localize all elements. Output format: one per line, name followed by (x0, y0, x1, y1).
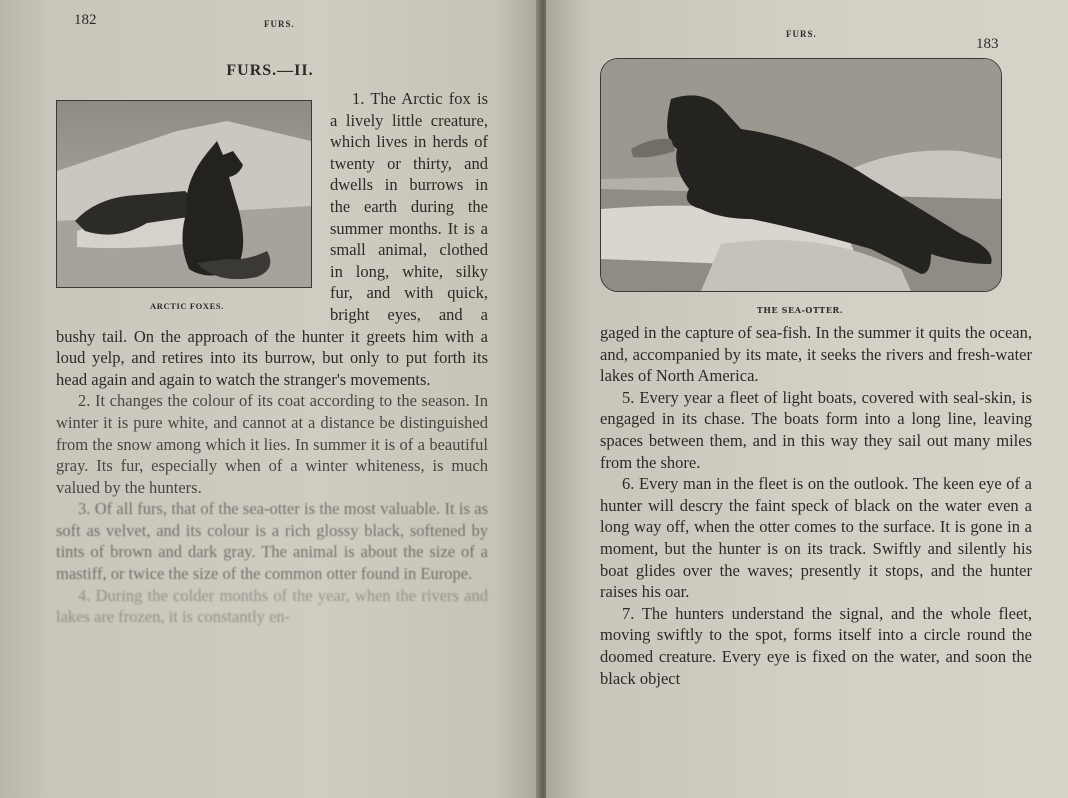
paragraph-4-continued: gaged in the capture of sea-fish. In the summer it quits the ocean, and, accompanied by its mate, it seeks the rivers and fresh-water lakes of North America. (600, 323, 1032, 386)
paragraph-3: 3. Of all furs, that of the sea-otter is the most valuable. It is as soft as velvet, and its colour is a rich glossy black, softened by tints of brown and dark gray. The animal is about the size of a mastiff, or twice the size of the common otter found in Europe. (56, 499, 488, 584)
right-text-block (600, 322, 1032, 689)
sea-otter-caption: THE SEA-OTTER. (756, 305, 844, 315)
left-text-block (56, 88, 488, 628)
arctic-fox-figure (56, 100, 318, 318)
arctic-foxes-illustration (56, 100, 312, 288)
paragraph-2: 2. It changes the colour of its coat according to the season. In winter it is pure white, and cannot at a distance be distinguished from the snow among which it lies. In summer it is of a beautiful gray. Its fur, especially when of a winter whiteness, is much valued by the hunters. (56, 391, 488, 497)
paragraph-6: 6. Every man in the fleet is on the outlook. The keen eye of a hunter will descry the faint speck of black on the water even a long way off, when the otter comes to the surface. It is gone in a moment, but the hunter is on its track. Swiftly and silently his boat glides over the waves; presently it stops, and the hunter raises his oar. (600, 474, 1032, 602)
paragraph-7: 7. The hunters understand the signal, and the whole fleet, moving swiftly to the spot, forms itself into a circle round the doomed creature. Every eye is fixed on the water, and soon the black object (600, 603, 1032, 688)
right-page (546, 0, 1068, 798)
left-page-number: 182 (74, 12, 97, 28)
paragraph-5: 5. Every year a fleet of light boats, covered with seal-skin, is engaged in its chase. The boats form into a long line, leaving spaces between them, and in this way they sail out many miles from the shore. (600, 387, 1032, 472)
right-page-number: 183 (976, 36, 999, 52)
paragraph-1: 1. The Arctic fox is a lively little creature, which lives in herds of twenty or thirty, and dwells in burrows in the earth during the summer months. It is a small animal, clothed in long, white, silky fur, and with quick, bright eyes, and a bushy tail. On the approach of the hunter it greets him with a loud yelp, and retires into its burrow, but only to put forth its head again and again to watch the stranger's movements. (56, 89, 488, 389)
sea-otter-illustration (601, 59, 1001, 291)
chapter-title: FURS.—II. (226, 62, 314, 79)
right-running-head: FURS. (786, 29, 817, 39)
paragraph-4: 4. During the colder months of the year, when the rivers and lakes are frozen, it is constantly en- (56, 585, 488, 627)
sea-otter-figure (600, 58, 1002, 292)
arctic-foxes-caption: ARCTIC FOXES. (150, 301, 224, 311)
left-running-head: FURS. (264, 19, 295, 29)
